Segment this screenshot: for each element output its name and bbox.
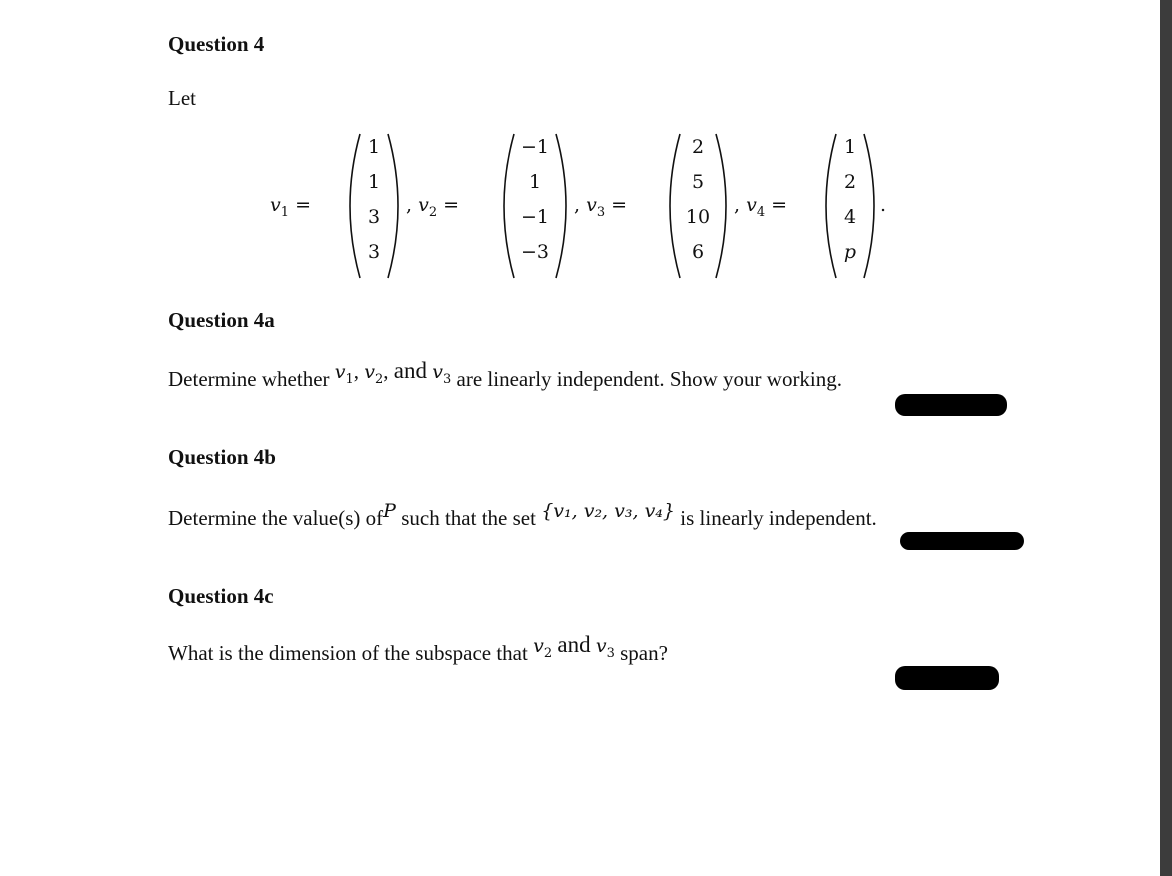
redaction-mark — [895, 666, 999, 690]
scrollbar[interactable] — [1160, 0, 1172, 876]
q4b-heading: Question 4b — [168, 445, 276, 469]
vector-entry: p — [843, 241, 857, 263]
vector-v2 — [500, 132, 570, 280]
period: . — [880, 194, 887, 216]
v1-label: $v_1$ = — [270, 194, 311, 220]
vector-entry: 1 — [367, 171, 381, 193]
vector-entry: 2 — [843, 171, 857, 193]
q4c-text: What is the dimension of the subspace that $v_2$ and $v_3$ span? — [168, 632, 668, 665]
q4b-text: Determine the value(s) ofP such that the set {v₁, v₂, v₃, v₄} is linearly independent. — [168, 500, 877, 530]
redaction-mark — [900, 532, 1024, 550]
q4a-text: Determine whether $v_1$, $v_2$, and $v_3$ are linearly independent. Show your working. — [168, 358, 843, 391]
vector-entry: 6 — [691, 241, 705, 263]
v4-label: , $v_4$ = — [734, 194, 788, 220]
vector-entry: 5 — [691, 171, 705, 193]
q4a-heading: Question 4a — [168, 308, 275, 332]
vector-entry: 1 — [528, 171, 542, 193]
vector-entry: −3 — [520, 241, 549, 263]
vector-entry: 10 — [685, 206, 711, 228]
v3-label: , $v_3$ = — [574, 194, 628, 220]
q4c-heading: Question 4c — [168, 584, 274, 608]
vector-entry: 1 — [843, 136, 857, 158]
vector-entry: −1 — [520, 206, 549, 228]
page-title: Question 4 — [168, 32, 265, 56]
vector-entry: −1 — [520, 136, 549, 158]
vector-entry: 3 — [367, 241, 381, 263]
vector-v1 — [346, 132, 402, 280]
vector-entry: 3 — [367, 206, 381, 228]
vector-v3 — [666, 132, 730, 280]
redaction-mark — [895, 394, 1007, 416]
v2-label: , $v_2$ = — [406, 194, 460, 220]
vector-entry: 2 — [691, 136, 705, 158]
vector-entry: 1 — [367, 136, 381, 158]
vector-v4 — [822, 132, 878, 280]
intro-text: Let — [168, 86, 196, 110]
vector-entry: 4 — [843, 206, 857, 228]
